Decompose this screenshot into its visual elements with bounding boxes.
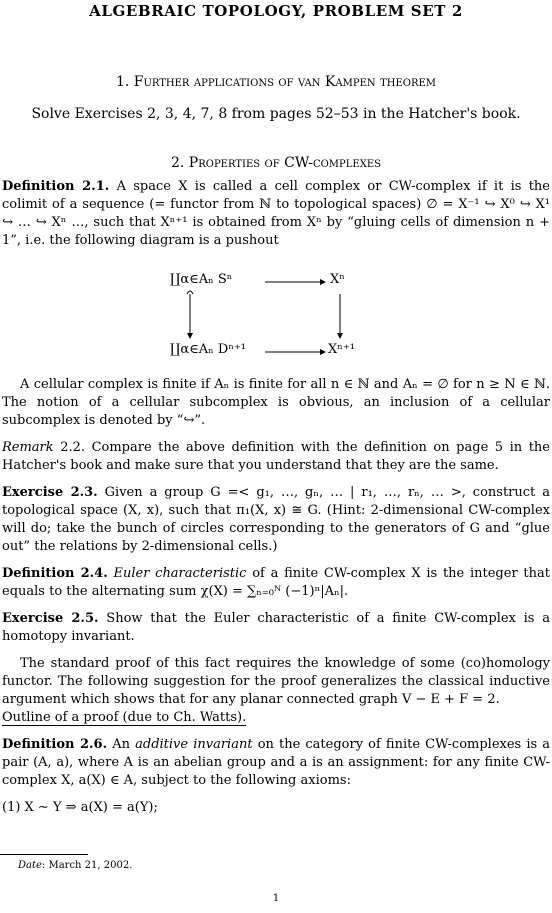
proof-paragraph: The standard proof of this fact requires the knowledge of some (co)homology functor. The following suggestion for the proof generalizes the classical inductive argument which shows that for any planar connected graph V − E + F = 2. (2, 656, 550, 707)
exercise-2-3 (2, 484, 550, 556)
definition-2-4 (2, 565, 550, 601)
cellular-paragraph: A cellular complex is finite if Aₙ is finite for all n ∈ ℕ and Aₙ = ∅ for n ≥ N ∈ ℕ. The notion of a cellular subcomplex is obvious, an inclusion of a cellular subcomplex is denoted by “↪”. (2, 377, 550, 428)
remark-num: 2.2. (60, 440, 86, 455)
footnote-rule (0, 854, 88, 855)
diagram-bottom-right: Xⁿ⁺¹ (328, 342, 355, 357)
diagram-top-right: Xⁿ (330, 272, 345, 287)
ex25-text: Show that the Euler characteristic of a finite CW-complex is a homotopy invariant. (2, 611, 550, 644)
outline-text: Outline of a proof (due to Ch. Watts). (2, 710, 247, 725)
section-heading-2: 2. Properties of CW-complexes (171, 155, 381, 171)
document-title: ALGEBRAIC TOPOLOGY, PROBLEM SET 2 (89, 2, 463, 20)
def24-text: of a finite CW-complex X is the integer that equals to the alternating sum χ(X) = ∑ₙ₌₀ᴺ (−1)ⁿ|Aₙ|. (2, 566, 550, 599)
diagram-bottom-left: ∐α∈Aₙ Dⁿ⁺¹ (170, 342, 247, 357)
footnote-text: : March 21, 2002. (41, 860, 133, 871)
remark-head: Remark (2, 440, 54, 455)
def21-text: A space X is called a cell complex or CW-complex if it is the colimit of a sequence (= functor from ℕ to topological spaces) ∅ = X⁻¹ ↪ X⁰ ↪ X¹ ↪ … ↪ Xⁿ …, such that Xⁿ⁺¹ is obtained from Xⁿ by “gluing cells of dimension n + 1”, i.e. the following diagram is a pushout (2, 179, 550, 248)
page-number: 1 (272, 893, 280, 904)
pushout-diagram (170, 270, 400, 370)
remark-text: Compare the above definition with the definition on page 5 in the Hatcher's book and make sure that you understand that they are the same. (2, 440, 550, 473)
def26-head: Definition 2.6. (2, 737, 108, 752)
definition-2-1 (0, 178, 552, 250)
outline-line (2, 709, 550, 727)
axiom-1: (1) X ∼ Y ⇒ a(X) = a(Y); (2, 800, 158, 815)
definition-2-6 (2, 736, 550, 790)
ex23-head: Exercise 2.3. (2, 485, 98, 500)
ex25-head: Exercise 2.5. (2, 611, 99, 626)
def21-head: Definition 2.1. (2, 179, 110, 194)
remark-2-2 (2, 439, 550, 475)
diagram-top-left: ∐α∈Aₙ Sⁿ (170, 272, 233, 287)
exercise-2-5 (2, 610, 550, 646)
ex23-text: Given a group G =< g₁, …, gₙ, … | r₁, …, rₙ, … >, construct a topological space (X, x), such that π₁(X, x) ≅ G. (Hint: 2-dimensional CW-complex will do; take the bunch of circles corresponding to the generators of G and “glue out” the relations by 2-dimensional cells.) (2, 485, 550, 554)
def24-term: Euler characteristic (113, 566, 247, 581)
main-text (0, 376, 552, 826)
def26-pre: An (112, 737, 130, 752)
def24-head: Definition 2.4. (2, 566, 108, 581)
section-heading-1: 1. Further applications of van Kampen theorem (115, 74, 437, 90)
section1-text: Solve Exercises 2, 3, 4, 7, 8 from pages 52–53 in the Hatcher's book. (31, 106, 521, 122)
def26-term: additive invariant (135, 737, 253, 752)
footnote-label: Date (18, 860, 42, 871)
footnote (18, 860, 132, 871)
def26-text: on the category of finite CW-complexes is a pair (A, a), where A is an abelian group and a is an assignment: for any finite CW-complex X, a(X) ∈ A, subject to the following axioms: (2, 737, 551, 788)
